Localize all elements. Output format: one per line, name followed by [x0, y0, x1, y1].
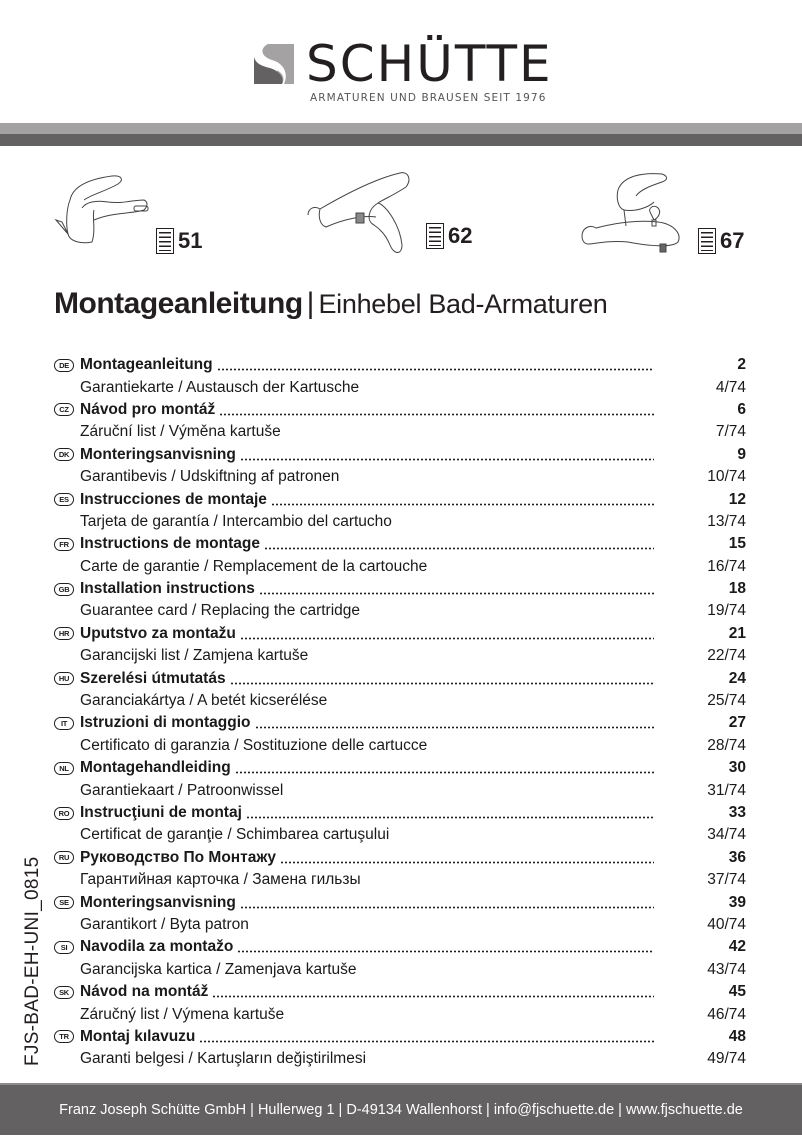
- toc-sub-row[interactable]: [54, 376, 746, 398]
- product-basin-mixer: [52, 170, 203, 260]
- country-badge-icon: FR: [54, 538, 74, 551]
- toc-sub-title: Certificat de garanţie / Schimbarea cartuşului: [80, 826, 390, 844]
- toc-sub-page: 37/74: [707, 871, 746, 889]
- toc-section-title: Instrucciones de montaje: [80, 490, 267, 508]
- dot-leader: [230, 673, 654, 685]
- toc-main-row[interactable]: [54, 399, 746, 421]
- toc-entry: [54, 444, 746, 489]
- toc-sub-page: 34/74: [707, 826, 746, 844]
- toc-sub-title: Záruční list / Výměna kartuše: [80, 423, 281, 441]
- country-badge-icon: TR: [54, 1030, 74, 1043]
- toc-entry: [54, 712, 746, 757]
- toc-sub-page: 31/74: [707, 781, 746, 799]
- toc-section-title: Navodila za montažo: [80, 938, 234, 956]
- toc-main-row[interactable]: [54, 847, 746, 869]
- toc-sub-title: Certificato di garanzia / Sostituzione delle cartucce: [80, 736, 428, 754]
- toc-sub-title: Garantibevis / Udskiftning af patronen: [80, 468, 340, 486]
- dot-leader: [271, 494, 654, 506]
- toc-sub-title: Garantikort / Byta patron: [80, 915, 249, 933]
- product-page-number: 51: [178, 228, 203, 253]
- toc-sub-title: Tarjeta de garantía / Intercambio del cartucho: [80, 512, 392, 530]
- toc-sub-row[interactable]: [54, 914, 746, 936]
- product-page-ref: [156, 228, 202, 254]
- toc-entry: [54, 399, 746, 444]
- toc-sub-page: 28/74: [707, 736, 746, 754]
- dot-leader: [280, 852, 654, 864]
- product-page-number: 62: [448, 223, 473, 248]
- dot-leader: [199, 1031, 654, 1043]
- dot-leader: [255, 717, 655, 729]
- logo-mark-icon: [254, 44, 294, 84]
- toc-page-number: 24: [728, 669, 746, 687]
- toc-sub-page: 4/74: [715, 378, 746, 396]
- country-badge-icon: SK: [54, 986, 74, 999]
- product-page-ref: [698, 228, 744, 254]
- dot-leader: [217, 359, 654, 371]
- toc-page-number: 48: [728, 1027, 746, 1045]
- toc-sub-row[interactable]: [54, 511, 746, 533]
- footer: [0, 1083, 802, 1135]
- document-icon: [156, 228, 174, 254]
- toc-sub-row[interactable]: [54, 1048, 746, 1070]
- bath-mixer-illustration-icon: [578, 168, 698, 258]
- toc-entry: [54, 981, 746, 1026]
- toc-section-title: Návod na montáž: [80, 983, 209, 1001]
- toc-section-title: Montagehandleiding: [80, 759, 231, 777]
- toc-main-row[interactable]: [54, 667, 746, 689]
- toc-section-title: Instructions de montage: [80, 535, 260, 553]
- toc-sub-row[interactable]: [54, 690, 746, 712]
- toc-section-title: Monteringsanvisning: [80, 445, 236, 463]
- title-subtitle: Einhebel Bad-Armaturen: [318, 289, 608, 319]
- toc-sub-title: Carte de garantie / Remplacement de la cartouche: [80, 557, 428, 575]
- toc-sub-row[interactable]: [54, 600, 746, 622]
- toc-page-number: 12: [728, 490, 746, 508]
- toc-page-number: 39: [728, 893, 746, 911]
- toc-page-number: 18: [728, 580, 746, 598]
- dot-leader: [240, 449, 654, 461]
- country-badge-icon: NL: [54, 762, 74, 775]
- dot-leader: [259, 583, 654, 595]
- country-badge-icon: HR: [54, 627, 74, 640]
- toc-main-row[interactable]: [54, 444, 746, 466]
- toc-sub-page: 25/74: [707, 692, 746, 710]
- country-badge-icon: RU: [54, 851, 74, 864]
- toc-entry: [54, 847, 746, 892]
- toc-entry: [54, 354, 746, 399]
- dot-leader: [237, 941, 654, 953]
- toc-main-row[interactable]: [54, 802, 746, 824]
- toc-section-title: Istruzioni di montaggio: [80, 714, 251, 732]
- toc-main-row[interactable]: [54, 533, 746, 555]
- footer-contact: Franz Joseph Schütte GmbH | Hullerweg 1 | D-49134 Wallenhorst | info@fjschuette.de | www.fjschuette.de: [59, 1102, 743, 1118]
- table-of-contents: [54, 354, 746, 1071]
- country-badge-icon: CZ: [54, 403, 74, 416]
- toc-page-number: 21: [728, 624, 746, 642]
- toc-sub-page: 13/74: [707, 512, 746, 530]
- toc-sub-page: 7/74: [715, 423, 746, 441]
- toc-section-title: Instrucţiuni de montaj: [80, 804, 242, 821]
- page-title: [54, 287, 608, 321]
- country-badge-icon: SI: [54, 941, 74, 954]
- toc-sub-title: Garanti belgesi / Kartuşların değiştirilmesi: [80, 1050, 367, 1068]
- document-code: FJS-BAD-EH-UNI_0815: [22, 856, 43, 1066]
- country-badge-icon: HU: [54, 672, 74, 685]
- toc-sub-title: Garantiekarte / Austausch der Kartusche: [80, 378, 360, 396]
- toc-sub-row[interactable]: [54, 1003, 746, 1025]
- country-badge-icon: DE: [54, 359, 74, 372]
- toc-sub-row[interactable]: [54, 466, 746, 488]
- product-bath-mixer: [578, 168, 745, 258]
- dot-leader: [264, 538, 654, 550]
- toc-sub-page: 49/74: [707, 1050, 746, 1068]
- toc-section-title: Monteringsanvisning: [80, 893, 236, 911]
- toc-sub-row[interactable]: [54, 869, 746, 891]
- title-separator: |: [306, 287, 315, 320]
- toc-sub-title: Garancijska kartica / Zamenjava kartuše: [80, 960, 357, 978]
- toc-page-number: 15: [728, 535, 746, 553]
- toc-entry: [54, 757, 746, 802]
- toc-entry: [54, 802, 746, 847]
- toc-sub-row[interactable]: [54, 735, 746, 757]
- country-badge-icon: DK: [54, 448, 74, 461]
- toc-sub-title: Garanciakártya / A betét kicserélése: [80, 692, 328, 710]
- toc-section-title: Montageanleitung: [80, 356, 213, 374]
- dot-leader: [235, 762, 654, 774]
- dot-leader: [246, 807, 654, 819]
- toc-sub-row[interactable]: [54, 959, 746, 981]
- toc-sub-title: Záručný list / Výmena kartuše: [80, 1005, 285, 1023]
- toc-main-row[interactable]: [54, 623, 746, 645]
- toc-sub-row[interactable]: [54, 779, 746, 801]
- toc-section-title: Návod pro montáž: [80, 400, 216, 418]
- toc-page-number: 42: [728, 938, 746, 956]
- toc-main-row[interactable]: [54, 712, 746, 734]
- document-icon: [426, 223, 444, 249]
- product-page-number: 67: [720, 228, 745, 253]
- toc-sub-page: 40/74: [707, 915, 746, 933]
- dot-leader: [240, 897, 654, 909]
- dot-leader: [240, 628, 654, 640]
- country-badge-icon: IT: [54, 717, 74, 730]
- brand-logo: [254, 35, 554, 104]
- country-badge-icon: SE: [54, 896, 74, 909]
- toc-entry: [54, 891, 746, 936]
- toc-section-title: Szerelési útmutatás: [80, 669, 226, 687]
- toc-section-title: Руководство По Монтажу: [80, 848, 276, 866]
- toc-page-number: 2: [737, 356, 746, 374]
- toc-sub-row[interactable]: [54, 645, 746, 667]
- toc-section-title: Uputstvo za montažu: [80, 624, 236, 642]
- toc-entry: [54, 578, 746, 623]
- header-band-light: [0, 123, 802, 134]
- product-wall-mixer: [304, 165, 473, 260]
- dot-leader: [212, 986, 654, 998]
- toc-entry: [54, 1026, 746, 1071]
- toc-main-row[interactable]: [54, 354, 746, 376]
- toc-page-number: 33: [728, 804, 746, 821]
- toc-entry: [54, 623, 746, 668]
- toc-main-row[interactable]: [54, 757, 746, 779]
- toc-entry: [54, 488, 746, 533]
- toc-main-row[interactable]: [54, 936, 746, 958]
- title-main: Montageanleitung: [54, 287, 303, 320]
- toc-section-title: Installation instructions: [80, 580, 255, 598]
- toc-sub-page: 10/74: [707, 468, 746, 486]
- country-badge-icon: RO: [54, 807, 74, 820]
- toc-sub-row[interactable]: [54, 824, 746, 846]
- toc-sub-page: 43/74: [707, 960, 746, 978]
- toc-sub-page: 19/74: [707, 602, 746, 620]
- toc-sub-row[interactable]: [54, 421, 746, 443]
- basin-mixer-illustration-icon: [52, 170, 162, 260]
- country-badge-icon: ES: [54, 493, 74, 506]
- toc-page-number: 36: [728, 848, 746, 866]
- toc-page-number: 27: [728, 714, 746, 732]
- toc-page-number: 6: [737, 400, 746, 418]
- toc-sub-page: 22/74: [707, 647, 746, 665]
- toc-sub-title: Garantiekaart / Patroonwissel: [80, 781, 284, 799]
- toc-main-row[interactable]: [54, 578, 746, 600]
- toc-page-number: 45: [728, 983, 746, 1001]
- toc-sub-page: 16/74: [707, 557, 746, 575]
- toc-section-title: Montaj kılavuzu: [80, 1027, 196, 1045]
- toc-main-row[interactable]: [54, 891, 746, 913]
- header-band-dark: [0, 134, 802, 146]
- brand-tagline: ARMATUREN UND BRAUSEN SEIT 1976: [310, 92, 547, 104]
- country-badge-icon: GB: [54, 583, 74, 596]
- toc-entry: [54, 936, 746, 981]
- document-icon: [698, 228, 716, 254]
- toc-page-number: 30: [728, 759, 746, 777]
- toc-sub-title: Гарантийная карточка / Замена гильзы: [80, 871, 361, 889]
- toc-sub-title: Guarantee card / Replacing the cartridge: [80, 602, 361, 620]
- toc-entry: [54, 533, 746, 578]
- toc-entry: [54, 667, 746, 712]
- toc-page-number: 9: [737, 445, 746, 463]
- dot-leader: [219, 404, 654, 416]
- toc-main-row[interactable]: [54, 488, 746, 510]
- toc-sub-row[interactable]: [54, 556, 746, 578]
- product-page-ref: [426, 223, 472, 249]
- brand-name: SCHÜTTE: [306, 35, 553, 93]
- toc-sub-title: Garancijski list / Zamjena kartuše: [80, 647, 309, 665]
- wall-mixer-illustration-icon: [304, 165, 424, 260]
- toc-sub-page: 46/74: [707, 1005, 746, 1023]
- toc-main-row[interactable]: [54, 981, 746, 1003]
- toc-main-row[interactable]: [54, 1026, 746, 1048]
